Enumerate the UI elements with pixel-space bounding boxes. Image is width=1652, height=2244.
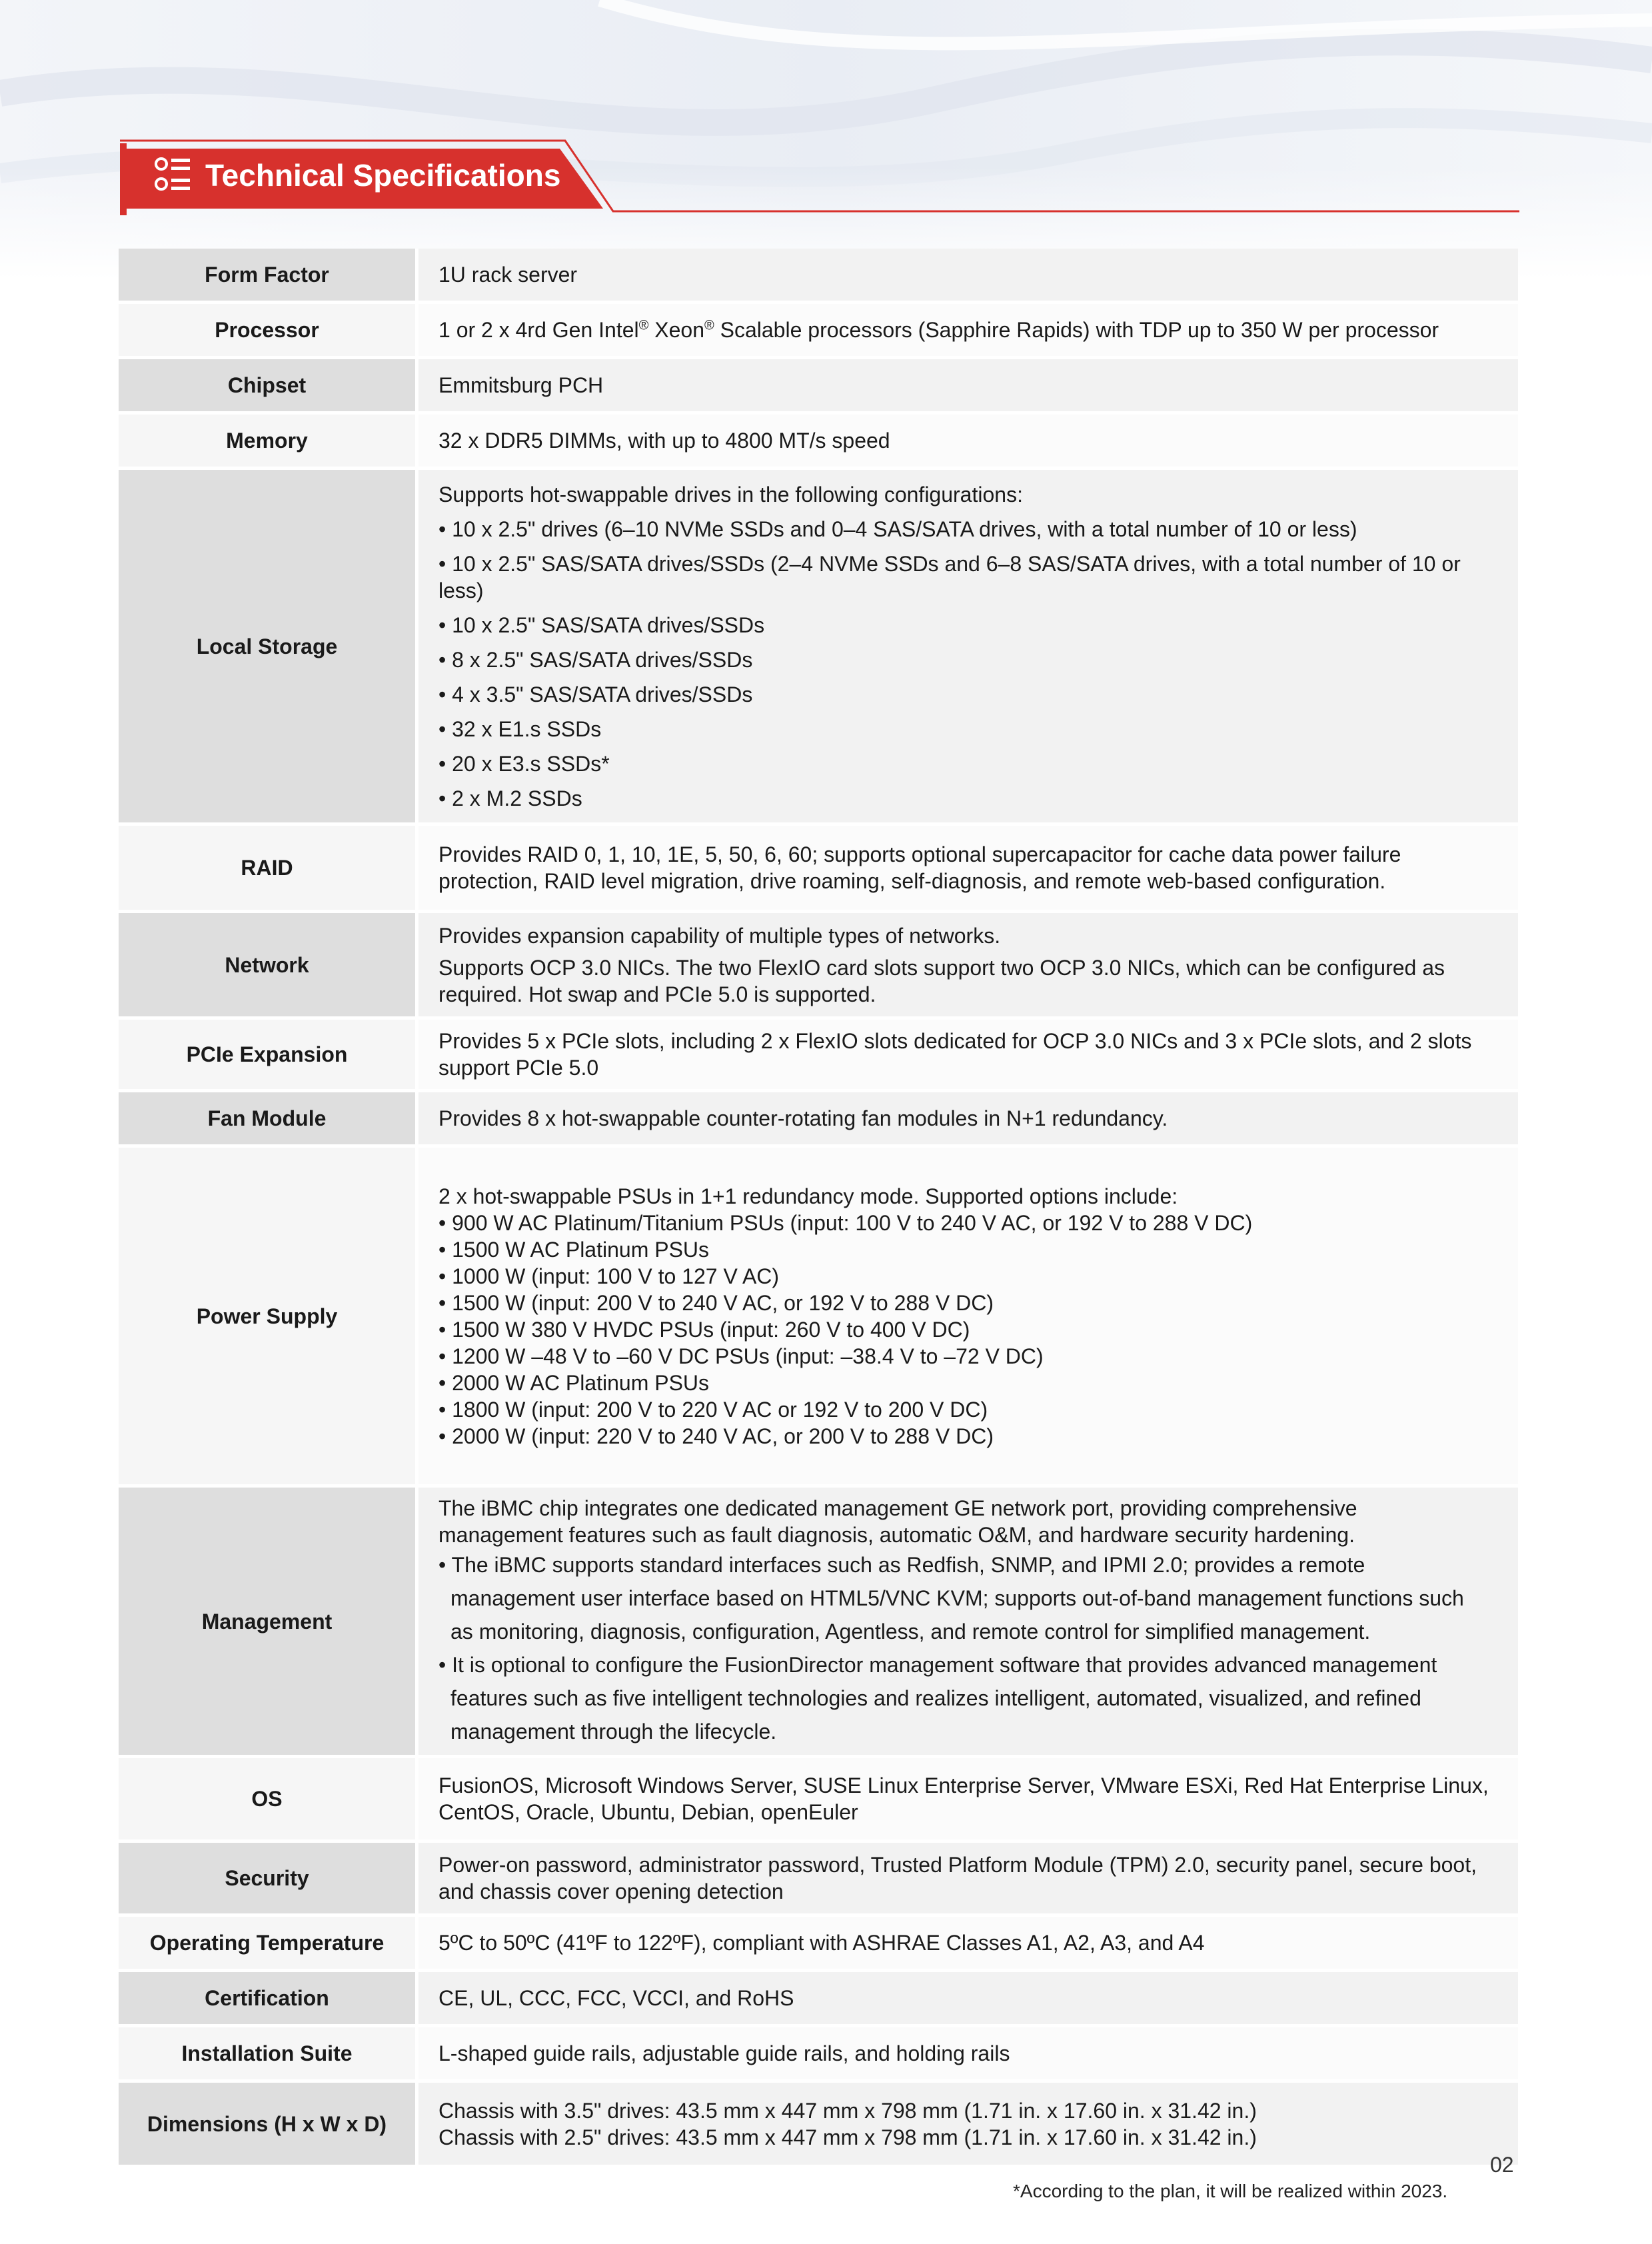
- spec-value: Provides 8 x hot-swappable counter-rotating fan modules in N+1 redundancy.: [418, 1092, 1518, 1148]
- spec-row-form-factor: [119, 249, 1518, 304]
- list-item: • 10 x 2.5" SAS/SATA drives/SSDs: [438, 612, 765, 637]
- spec-label: Power Supply: [119, 1148, 418, 1488]
- spec-label: Memory: [119, 415, 418, 470]
- spec-value: Power-on password, administrator password, Trusted Platform Module (TPM) 2.0, security panel, secure boot, and chassis cover opening detection: [418, 1843, 1518, 1917]
- spec-value: FusionOS, Microsoft Windows Server, SUSE Linux Enterprise Server, VMware ESXi, Red Hat Enterprise Linux, CentOS, Oracle, Ubuntu, Debian, openEuler: [418, 1758, 1518, 1843]
- value-line: Chassis with 2.5" drives: 43.5 mm x 447 mm x 798 mm (1.71 in. x 17.60 in. x 31.42 in.): [438, 2125, 1257, 2149]
- value-line: Chassis with 3.5" drives: 43.5 mm x 447 mm x 798 mm (1.71 in. x 17.60 in. x 31.42 in.): [438, 2098, 1257, 2123]
- list-item: • 10 x 2.5" SAS/SATA drives/SSDs (2–4 NVMe SSDs and 6–8 SAS/SATA drives, with a total number of 10 or less): [438, 551, 1461, 602]
- list-item: • 1200 W –48 V to –60 V DC PSUs (input: –38.4 V to –72 V DC): [438, 1344, 1044, 1368]
- spec-row-power-supply: [119, 1148, 1518, 1488]
- spec-row-os: [119, 1758, 1518, 1843]
- list-item: • 10 x 2.5" drives (6–10 NVMe SSDs and 0–4 SAS/SATA drives, with a total number of 10 or less): [438, 517, 1357, 541]
- spec-label: OS: [119, 1758, 418, 1843]
- spec-value: [418, 470, 1518, 826]
- list-item: • 8 x 2.5" SAS/SATA drives/SSDs: [438, 647, 753, 672]
- list-item: • 1000 W (input: 100 V to 127 V AC): [438, 1264, 780, 1288]
- section-title: Technical Specifications: [205, 158, 561, 193]
- spec-value: 1U rack server: [418, 249, 1518, 304]
- spec-row-dimensions: [119, 2083, 1518, 2168]
- list-item: • It is optional to configure the FusionDirector management software that provides advanced management features such as five intelligent technologies and realizes intelligent, automated, visualized, and refined management through the lifecycle.: [438, 1652, 1437, 1743]
- spec-value: Emmitsburg PCH: [418, 359, 1518, 415]
- list-item: • 2000 W (input: 220 V to 240 V AC, or 200 V to 288 V DC): [438, 1424, 994, 1448]
- spec-row-processor: [119, 304, 1518, 359]
- list-item: • 1500 W (input: 200 V to 240 V AC, or 192 V to 288 V DC): [438, 1290, 994, 1315]
- list-item: • 4 x 3.5" SAS/SATA drives/SSDs: [438, 682, 753, 706]
- spec-table: [119, 249, 1518, 2168]
- management-intro: The iBMC chip integrates one dedicated management GE network port, providing comprehensive management features such as fault diagnosis, automatic O&M, and hardware security hardening.: [438, 1496, 1357, 1547]
- spec-label: Processor: [119, 304, 418, 359]
- value-line: Supports OCP 3.0 NICs. The two FlexIO card slots support two OCP 3.0 NICs, which can be configured as required. Hot swap and PCIe 5.0 is supported.: [438, 955, 1445, 1006]
- spec-value: [418, 2083, 1518, 2168]
- power-options-list: [438, 1210, 1498, 1450]
- spec-value: [418, 1488, 1518, 1758]
- spec-label: Management: [119, 1488, 418, 1758]
- storage-options-list: [438, 516, 1498, 812]
- spec-value: L-shaped guide rails, adjustable guide rails, and holding rails: [418, 2027, 1518, 2083]
- spec-value: 32 x DDR5 DIMMs, with up to 4800 MT/s speed: [418, 415, 1518, 470]
- list-item: • 20 x E3.s SSDs*: [438, 751, 610, 776]
- spec-row-chipset: [119, 359, 1518, 415]
- spec-row-management: [119, 1488, 1518, 1758]
- storage-intro: Supports hot-swappable drives in the following configurations:: [438, 482, 1023, 507]
- spec-row-fan-module: [119, 1092, 1518, 1148]
- list-item: • 32 x E1.s SSDs: [438, 716, 602, 741]
- spec-row-pcie-expansion: [119, 1020, 1518, 1092]
- spec-label: Operating Temperature: [119, 1917, 418, 1972]
- list-icon: [153, 155, 193, 195]
- spec-value: [418, 913, 1518, 1020]
- spec-label: Certification: [119, 1972, 418, 2027]
- spec-value: [418, 1148, 1518, 1488]
- spec-label: Installation Suite: [119, 2027, 418, 2083]
- spec-row-local-storage: [119, 470, 1518, 826]
- spec-row-raid: [119, 826, 1518, 913]
- spec-row-operating-temperature: [119, 1917, 1518, 1972]
- list-item: • 1800 W (input: 200 V to 220 V AC or 192 V to 200 V DC): [438, 1397, 988, 1422]
- spec-value: 5ºC to 50ºC (41ºF to 122ºF), compliant with ASHRAE Classes A1, A2, A3, and A4: [418, 1917, 1518, 1972]
- spec-label: Security: [119, 1843, 418, 1917]
- spec-label: Network: [119, 913, 418, 1020]
- page-number: 02: [1490, 2153, 1514, 2177]
- spec-label: Chipset: [119, 359, 418, 415]
- spec-label: RAID: [119, 826, 418, 913]
- spec-value: Provides RAID 0, 1, 10, 1E, 5, 50, 6, 60; supports optional supercapacitor for cache data power failure protection, RAID level migration, drive roaming, self-diagnosis, and remote web-based configuration.: [418, 826, 1518, 913]
- spec-row-certification: [119, 1972, 1518, 2027]
- list-item: • 2 x M.2 SSDs: [438, 786, 582, 810]
- spec-value: 1 or 2 x 4rd Gen Intel® Xeon® Scalable processors (Sapphire Rapids) with TDP up to 350 W per processor: [418, 304, 1518, 359]
- list-item: • The iBMC supports standard interfaces such as Redfish, SNMP, and IPMI 2.0; provides a remote management user interface based on HTML5/VNC KVM; supports out-of-band management functions such as monitoring, diagnosis, configuration, Agentless, and remote control for simplified management.: [438, 1552, 1464, 1644]
- list-item: • 900 W AC Platinum/Titanium PSUs (input: 100 V to 240 V AC, or 192 V to 288 V DC): [438, 1210, 1253, 1235]
- spec-label: Dimensions (H x W x D): [119, 2083, 418, 2168]
- spec-label: Form Factor: [119, 249, 418, 304]
- spec-value: Provides 5 x PCIe slots, including 2 x FlexIO slots dedicated for OCP 3.0 NICs and 3 x PCIe slots, and 2 slots support PCIe 5.0: [418, 1020, 1518, 1092]
- spec-value: CE, UL, CCC, FCC, VCCI, and RoHS: [418, 1972, 1518, 2027]
- value-line: Provides expansion capability of multiple types of networks.: [438, 923, 1001, 948]
- footnote: *According to the plan, it will be realized within 2023.: [1013, 2181, 1448, 2201]
- spec-row-memory: [119, 415, 1518, 470]
- spec-row-network: [119, 913, 1518, 1020]
- management-list: [438, 1548, 1485, 1748]
- list-item: • 1500 W 380 V HVDC PSUs (input: 260 V to 400 V DC): [438, 1317, 970, 1342]
- list-item: • 2000 W AC Platinum PSUs: [438, 1370, 710, 1395]
- spec-label: Fan Module: [119, 1092, 418, 1148]
- spec-row-security: [119, 1843, 1518, 1917]
- spec-row-installation-suite: [119, 2027, 1518, 2083]
- spec-label: Local Storage: [119, 470, 418, 826]
- spec-label: PCIe Expansion: [119, 1020, 418, 1092]
- power-intro: 2 x hot-swappable PSUs in 1+1 redundancy mode. Supported options include:: [438, 1184, 1178, 1208]
- list-item: • 1500 W AC Platinum PSUs: [438, 1237, 710, 1262]
